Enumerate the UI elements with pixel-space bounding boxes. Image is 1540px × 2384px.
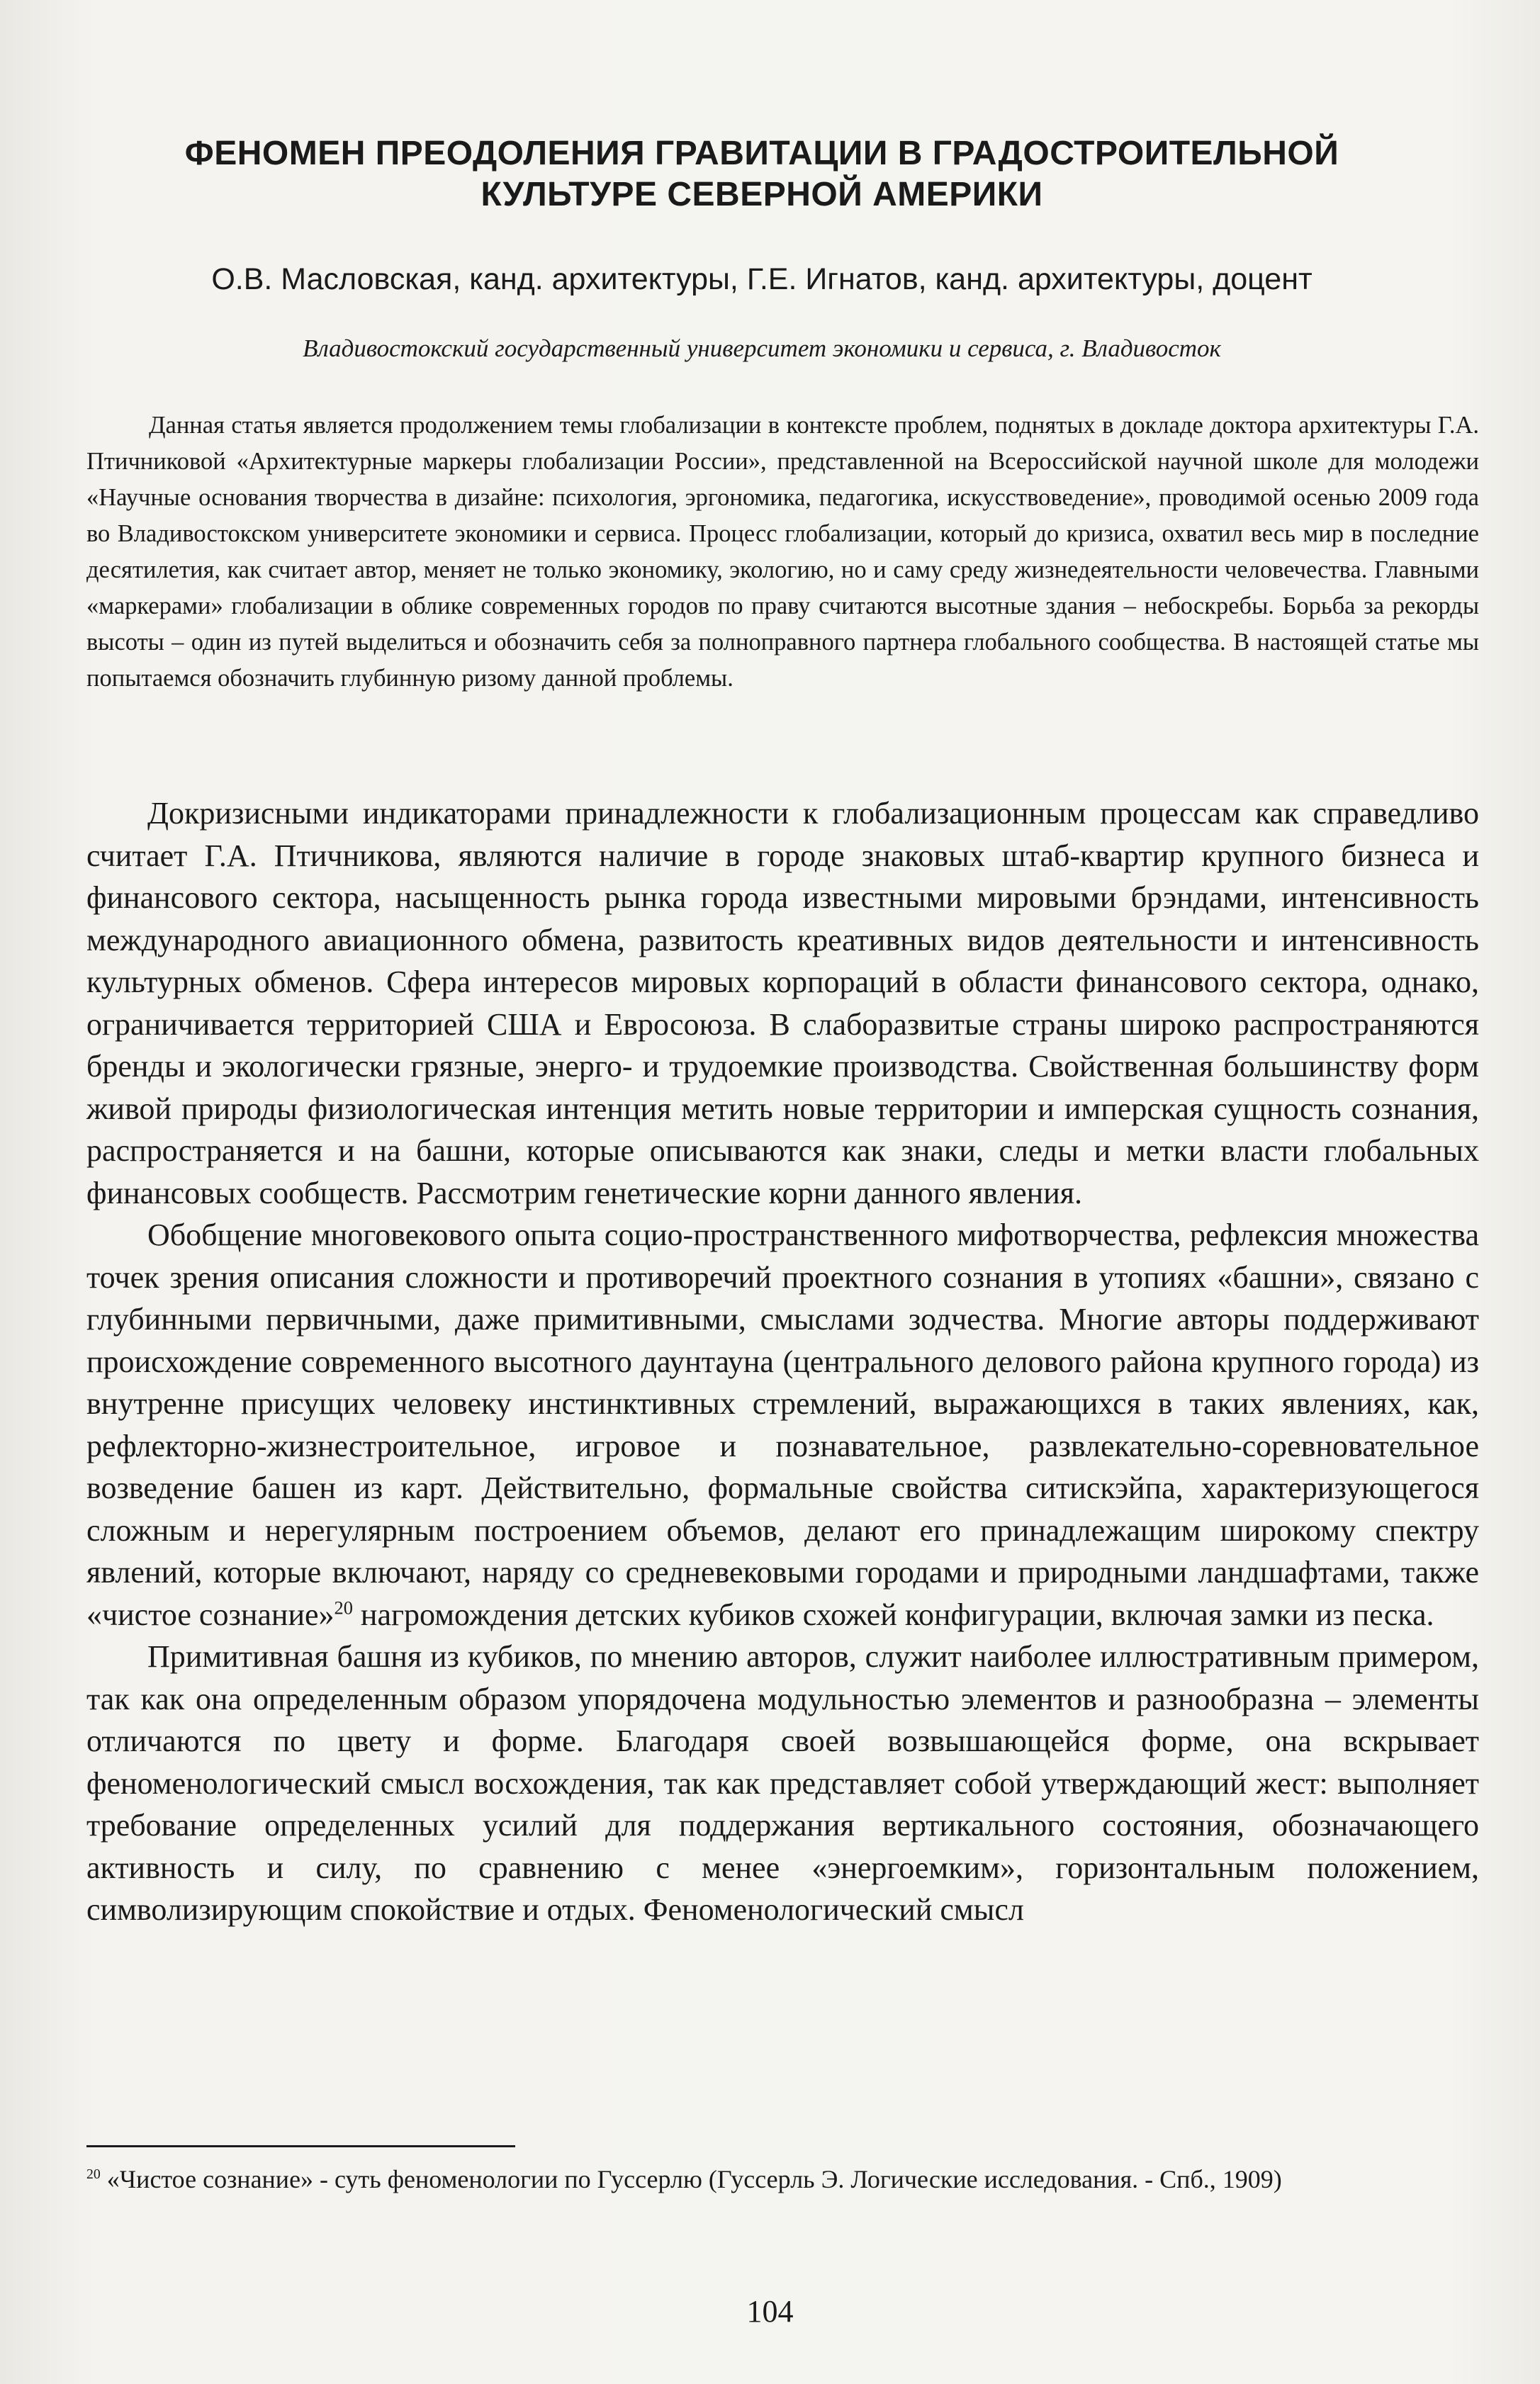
affiliation-line: Владивостокский государственный университет экономики и сервиса, г. Владивосток xyxy=(303,334,1221,362)
body-paragraph-2 xyxy=(86,1214,1479,1636)
footnote xyxy=(86,2161,1479,2197)
footnote-number: 20 xyxy=(86,2166,101,2182)
article-body xyxy=(86,792,1479,1931)
footnote-separator xyxy=(86,2145,515,2147)
article-title xyxy=(106,133,1417,215)
body-paragraph-2-end: нагромождения детских кубиков схожей конфигурации, включая замки из песка. xyxy=(352,1597,1434,1632)
authors-line: О.В. Масловская, канд. архитектуры, Г.Е. Игнатов, канд. архитектуры, доцент xyxy=(211,262,1313,296)
footnote-reference: 20 xyxy=(334,1596,353,1618)
page-number: 104 xyxy=(746,2294,794,2329)
body-paragraph-2-text: Обобщение многовекового опыта социо-пространственного мифотворчества, рефлексия множества точек зрения описания сложности и противоречий проектного сознания в утопиях «башни», связано с глубинными первичными, даже примитивными, смыслами зодчества. Многие авторы поддерживают происхождение современного высотного даунтауна (центрального делового района крупного города) из внутренне присущих человеку инстинктивных стремлений, выражающихся в таких явлениях, как, рефлекторно-жизнестроительное, игровое и познавательное, развлекательно-соревновательное возведение башен из карт. Действительно, формальные свойства ситискэйпа, характеризующегося сложным и нерегулярным построением объемов, делают его принадлежащим широкому спектру явлений, которые включают, наряду со средневековыми городами и природными ландшафтами, также «чистое сознание» xyxy=(86,1218,1479,1632)
body-paragraph-1: Докризисными индикаторами принадлежности к глобализационным процессам как справедливо считает Г.А. Птичникова, являются наличие в городе знаковых штаб-квартир крупного бизнеса и финансового сектора, насыщенность рынка города известными мировыми брэндами, интенсивность международного авиационного обмена, развитость креативных видов деятельности и интенсивность культурных обменов. Сфера интересов мировых корпораций в области финансового сектора, однако, ограничивается территорией США и Евросоюза. В слаборазвитые страны широко распространяются бренды и экологически грязные, энерго- и трудоемкие производства. Свойственная большинству форм живой природы физиологическая интенция метить новые территории и имперская сущность сознания, распространяется и на башни, которые описываются как знаки, следы и метки власти глобальных финансовых сообществ. Рассмотрим генетические корни данного явления. xyxy=(86,796,1479,1210)
footnote-text: «Чистое сознание» - суть феноменологии по Гуссерлю (Гуссерль Э. Логические исследования. - Спб., 1909) xyxy=(100,2165,1282,2193)
title-line-1: ФЕНОМЕН ПРЕОДОЛЕНИЯ ГРАВИТАЦИИ В ГРАДОСТРОИТЕЛЬНОЙ xyxy=(184,135,1339,172)
title-line-2: КУЛЬТУРЕ СЕВЕРНОЙ АМЕРИКИ xyxy=(480,176,1043,213)
abstract-paragraph: Данная статья является продолжением темы глобализации в контексте проблем, поднятых в докладе доктора архитектуры Г.А. Птичниковой «Архитектурные маркеры глобализации России», представленной на Всероссийской научной школе для молодежи «Научные основания творчества в дизайне: психология, эргономика, педагогика, искусствоведение», проводимой осенью 2009 года во Владивостокском университете экономики и сервиса. Процесс глобализации, который до кризиса, охватил весь мир в последние десятилетия, как считает автор, меняет не только экономику, экологию, но и саму среду жизнедеятельности человечества. Главными «маркерами» глобализации в облике современных городов по праву считаются высотные здания – небоскребы. Борьба за рекорды высоты – один из путей выделиться и обозначить себя за полноправного партнера глобального сообщества. В настоящей статье мы попытаемся обозначить глубинную ризому данной проблемы. xyxy=(86,412,1479,692)
body-paragraph-3: Примитивная башня из кубиков, по мнению авторов, служит наиболее иллюстративным примером, так как она определенным образом упорядочена модульностью элементов и разнообразна – элементы отличаются по цвету и форме. Благодаря своей возвышающейся форме, она вскрывает феноменологический смысл восхождения, так как представляет собой утверждающий жест: выполняет требование определенных усилий для поддержания вертикального состояния, обозначающего активность и силу, по сравнению с менее «энергоемким», горизонтальным положением, символизирующим спокойствие и отдых. Феноменологический смысл xyxy=(86,1639,1479,1927)
